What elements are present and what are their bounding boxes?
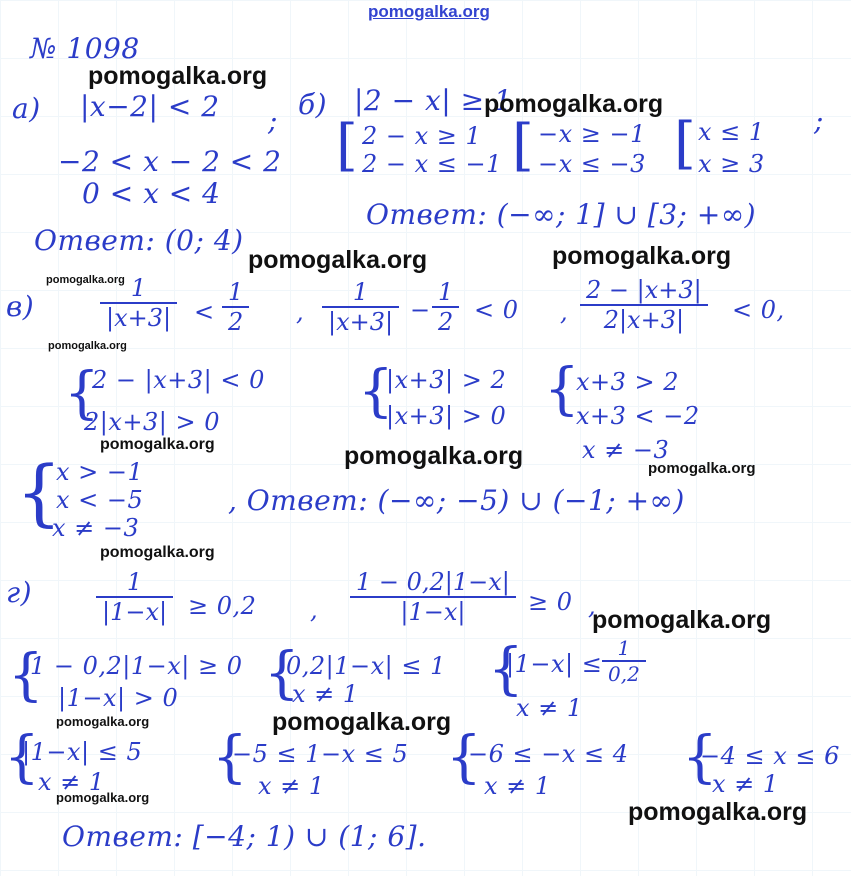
part-g-s2-a: 0,2|1−x| ≤ 1: [286, 652, 446, 680]
brace-v3: {: [544, 357, 580, 422]
part-g-frac1-num: 1: [96, 568, 173, 598]
part-g-frac1-den: |1−x|: [102, 598, 168, 626]
part-g-frac2-num: 1 − 0,2|1−x|: [350, 568, 516, 598]
part-g-ge0: ≥ 0: [528, 588, 573, 616]
part-g-s6-b: x ≠ 1: [484, 772, 551, 800]
part-b-sys2-a: −x ≥ −1: [538, 120, 646, 148]
brace-g2: {: [264, 641, 300, 706]
part-v-s4-a: x > −1: [56, 458, 144, 486]
part-v-frac2: [222, 278, 249, 336]
brace-v2: {: [358, 359, 394, 424]
part-g-s3-frac-den: 0,2: [608, 662, 640, 686]
part-v-s3-a: x+3 > 2: [576, 368, 680, 396]
part-v-label: в): [6, 290, 35, 323]
part-g-answer: Ответ: [−4; 1) ∪ (1; 6].: [62, 820, 427, 853]
watermark-3: pomogalka.org: [248, 246, 428, 274]
part-a-step1: −2 < x − 2 < 2: [58, 145, 282, 178]
watermark-12: pomogalka.org: [56, 714, 150, 729]
part-v-s3-b: x+3 < −2: [576, 402, 700, 430]
part-g-frac1: [96, 568, 173, 626]
part-g-frac2: [350, 568, 516, 626]
part-v-s4-b: x < −5: [56, 486, 144, 514]
part-g-s7-b: x ≠ 1: [712, 770, 779, 798]
watermark-9: pomogalka.org: [648, 460, 756, 477]
watermark-2: pomogalka.org: [484, 90, 664, 118]
part-v-op1: <: [194, 298, 215, 326]
part-v-s2-b: |x+3| > 0: [386, 402, 507, 430]
part-a-step2: 0 < x < 4: [82, 177, 221, 210]
part-b-answer: Ответ: (−∞; 1] ∪ [3; +∞): [366, 198, 757, 231]
part-g-s1-a: 1 − 0,2|1−x| ≥ 0: [30, 652, 243, 680]
part-v-frac2-den: 2: [228, 308, 244, 336]
brace-g4: {: [4, 725, 40, 790]
part-g-sep1: ,: [310, 596, 319, 624]
brace-v1: {: [64, 361, 100, 426]
part-g-s4-a: |1−x| ≤ 5: [22, 738, 143, 766]
watermark-10: pomogalka.org: [100, 544, 215, 561]
problem-number: № 1098: [30, 32, 140, 65]
part-v-s4-c: x ≠ −3: [52, 514, 140, 542]
watermark-15: pomogalka.org: [628, 798, 808, 826]
part-v-s2-a: |x+3| > 2: [386, 366, 507, 394]
brace-v4: {: [16, 450, 62, 534]
part-g-s4-b: x ≠ 1: [38, 768, 105, 796]
part-b-sys3-a: x ≤ 1: [698, 118, 765, 146]
watermark-8: pomogalka.org: [344, 442, 524, 470]
part-v-frac3-num: 1: [322, 278, 399, 308]
part-v-s3-c: x ≠ −3: [582, 436, 670, 464]
part-v-frac1-den: |x+3|: [106, 304, 172, 332]
part-v-lt0-comma: < 0,: [732, 296, 785, 324]
part-g-s2-b: x ≠ 1: [292, 680, 359, 708]
brace-b2: [: [512, 113, 534, 178]
part-g-s3-b: x ≠ 1: [516, 694, 583, 722]
brace-b1: [: [336, 113, 358, 178]
part-v-sep1: ,: [296, 298, 305, 326]
part-b-sys2-b: −x ≤ −3: [538, 150, 646, 178]
part-g-frac2-den: |1−x|: [400, 598, 466, 626]
part-v-frac4: [432, 278, 459, 336]
watermark-7: pomogalka.org: [100, 436, 215, 453]
brace-g3: {: [488, 637, 524, 702]
part-b-label: б): [298, 88, 328, 121]
part-a-separator: ;: [268, 104, 278, 137]
part-b-inequality: |2 − x| ≥ 1: [354, 84, 513, 117]
part-v-s1-b: 2|x+3| > 0: [84, 408, 220, 436]
part-g-s7-a: −4 ≤ x ≤ 6: [700, 742, 840, 770]
part-g-s5-b: x ≠ 1: [258, 772, 325, 800]
part-g-s5-a: −5 ≤ 1−x ≤ 5: [232, 740, 409, 768]
watermark-13: pomogalka.org: [272, 708, 452, 736]
part-v-answer: , Ответ: (−∞; −5) ∪ (−1; +∞): [228, 484, 685, 517]
part-v-frac5-den: 2|x+3|: [603, 306, 685, 334]
brace-b3: [: [674, 111, 696, 176]
part-v-frac4-num: 1: [432, 278, 459, 308]
site-watermark-top[interactable]: pomogalka.org: [368, 2, 490, 21]
watermark-5: pomogalka.org: [46, 274, 125, 286]
part-v-sep2: ,: [560, 298, 569, 326]
watermark-14: pomogalka.org: [56, 790, 150, 805]
part-g-s3-frac: [602, 636, 646, 686]
watermark-4: pomogalka.org: [552, 242, 732, 270]
part-a-inequality: |x−2| < 2: [80, 90, 220, 123]
brace-g6: {: [446, 725, 482, 790]
part-v-frac4-den: 2: [438, 308, 454, 336]
watermark-11: pomogalka.org: [592, 606, 772, 634]
part-b-sys3-b: x ≥ 3: [698, 150, 765, 178]
part-b-sys1-b: 2 − x ≤ −1: [362, 150, 502, 178]
part-g-label: г): [6, 576, 33, 609]
part-g-s1-b: |1−x| > 0: [58, 684, 179, 712]
part-g-s3-a: |1−x| ≤: [506, 650, 603, 678]
part-a-answer: Ответ: (0; 4): [34, 224, 244, 257]
part-b-sys1-a: 2 − x ≥ 1: [362, 122, 482, 150]
part-v-frac5: [580, 276, 708, 334]
part-v-frac5-num: 2 − |x+3|: [580, 276, 708, 306]
watermark-6: pomogalka.org: [48, 340, 127, 352]
part-g-sep2: ,: [588, 592, 597, 620]
brace-g5: {: [212, 725, 248, 790]
part-v-minus: −: [410, 296, 431, 324]
part-v-frac3: [322, 278, 399, 336]
brace-g1: {: [8, 643, 44, 708]
part-v-lt0: < 0: [474, 296, 519, 324]
part-v-s1-a: 2 − |x+3| < 0: [92, 366, 265, 394]
watermark-1: pomogalka.org: [88, 62, 268, 90]
part-v-frac2-num: 1: [222, 278, 249, 308]
part-g-ge: ≥ 0,2: [188, 592, 257, 620]
part-a-label: а): [12, 92, 41, 125]
part-g-s3-frac-num: 1: [602, 636, 646, 662]
part-v-frac1-num: 1: [100, 274, 177, 304]
part-g-s6-a: −6 ≤ −x ≤ 4: [468, 740, 629, 768]
part-v-frac3-den: |x+3|: [328, 308, 394, 336]
brace-g7: {: [682, 725, 718, 790]
part-b-separator: ;: [814, 104, 824, 137]
